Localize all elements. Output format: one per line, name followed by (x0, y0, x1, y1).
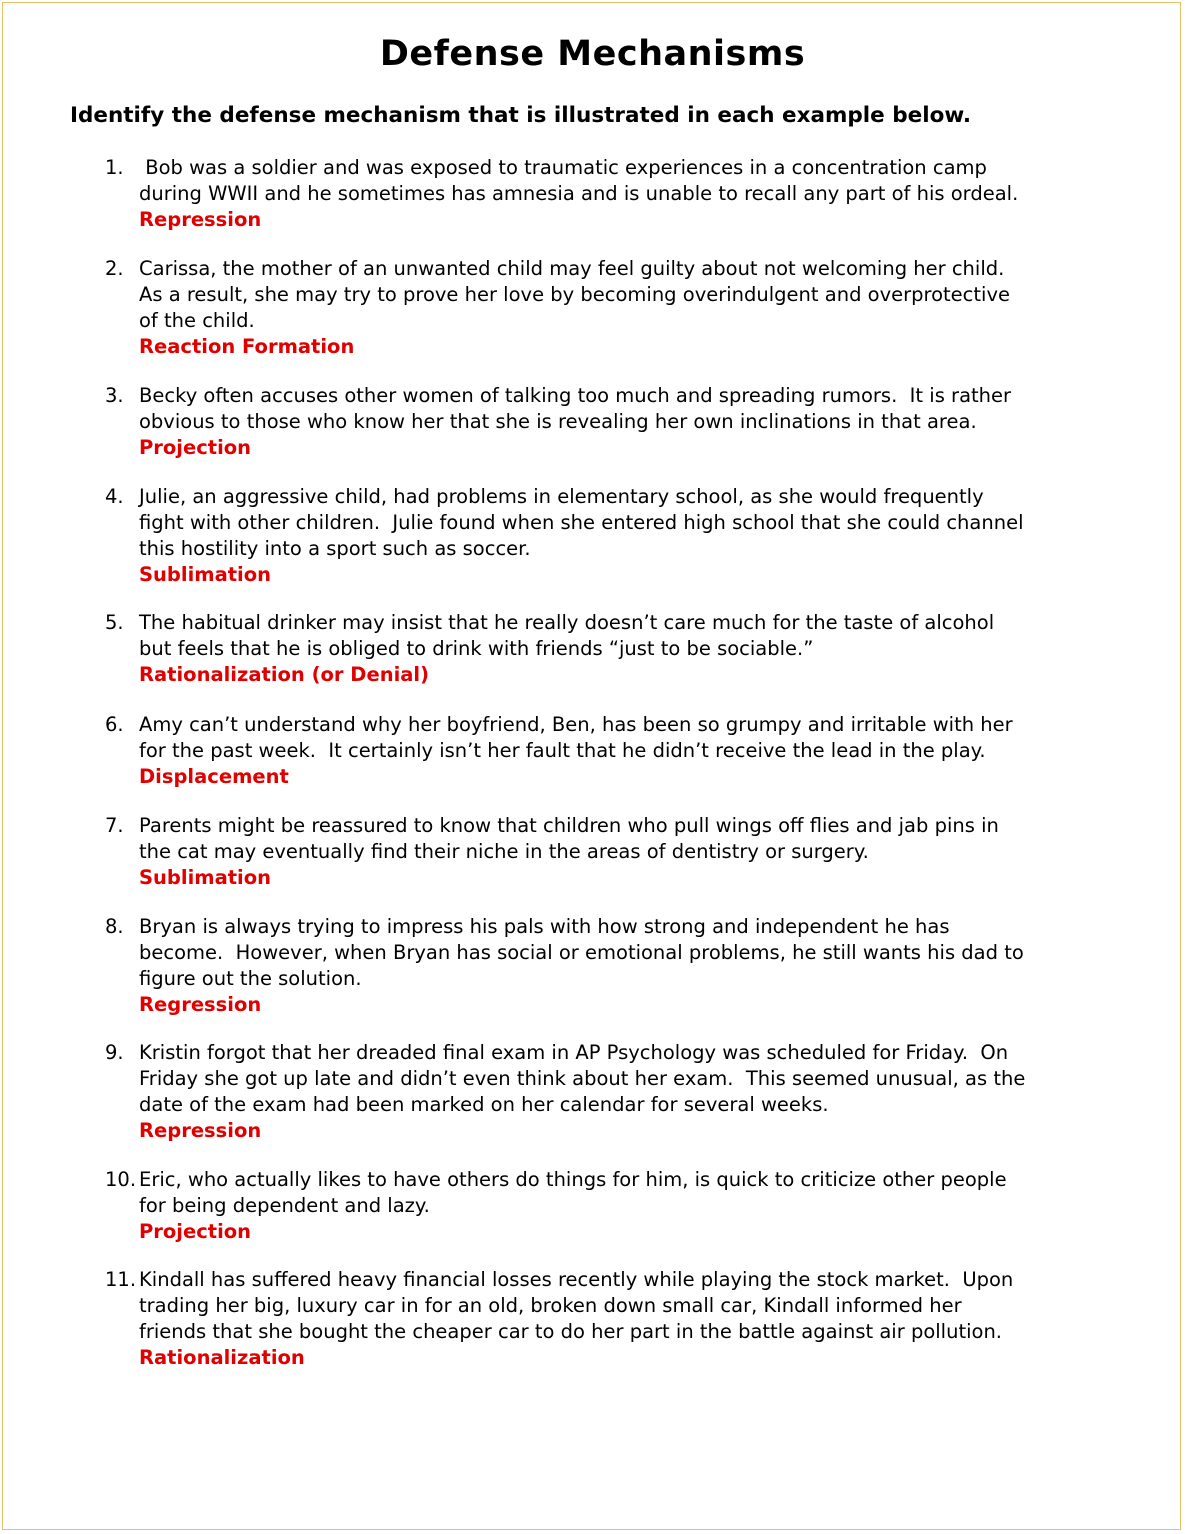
item-answer: Rationalization (139, 1346, 305, 1369)
item-number: 8. (105, 915, 124, 938)
item-answer: Displacement (139, 765, 289, 788)
item-number: 5. (105, 611, 124, 634)
item-text: Eric, who actually likes to have others do things for him, is quick to criticize other people for being dependent and lazy. (139, 1168, 1007, 1217)
item-text: Kristin forgot that her dreaded final exam in AP Psychology was scheduled for Friday. On Friday she got up late and didn’t even think about her exam. This seemed unusual, as the date of the exam had been marked on her calendar for several weeks. (139, 1041, 1026, 1116)
list-item (105, 610, 1135, 688)
list-item (105, 155, 1135, 233)
item-answer: Projection (139, 436, 252, 459)
list-item (105, 1267, 1135, 1371)
instructions: Identify the defense mechanism that is illustrated in each example below. (70, 103, 971, 128)
item-text: Kindall has suffered heavy financial losses recently while playing the stock market. Upon trading her big, luxury car in for an old, broken down small car, Kindall informed her friends that she bought the cheaper car to do her part in the battle against air pollution. (139, 1268, 1014, 1343)
item-text: Amy can’t understand why her boyfriend, Ben, has been so grumpy and irritable with her for the past week. It certainly isn’t her fault that he didn’t receive the lead in the play. (139, 713, 1013, 762)
list-item (105, 256, 1135, 360)
item-text: Parents might be reassured to know that children who pull wings off flies and jab pins in the cat may eventually find their niche in the areas of dentistry or surgery. (139, 814, 999, 863)
list-item (105, 813, 1135, 891)
list-item (105, 712, 1135, 790)
item-text: Bob was a soldier and was exposed to traumatic experiences in a concentration camp during WWII and he sometimes has amnesia and is unable to recall any part of his ordeal. (139, 156, 1019, 205)
item-answer: Regression (139, 993, 262, 1016)
item-text: Carissa, the mother of an unwanted child may feel guilty about not welcoming her child. As a result, she may try to prove her love by becoming overindulgent and overprotective of the child. (139, 257, 1010, 332)
item-number: 3. (105, 384, 124, 407)
item-answer: Reaction Formation (139, 335, 355, 358)
item-text: Bryan is always trying to impress his pals with how strong and independent he has become. However, when Bryan has social or emotional problems, he still wants his dad to figure out the solution. (139, 915, 1024, 990)
list-item (105, 383, 1135, 461)
page-title: Defense Mechanisms (379, 34, 806, 74)
item-number: 10. (105, 1168, 137, 1191)
item-number: 4. (105, 485, 124, 508)
item-number: 6. (105, 713, 124, 736)
item-answer: Repression (139, 208, 262, 231)
item-text: Becky often accuses other women of talking too much and spreading rumors. It is rather obvious to those who know her that she is revealing her own inclinations in that area. (139, 384, 1012, 433)
item-answer: Sublimation (139, 866, 272, 889)
item-text: The habitual drinker may insist that he really doesn’t care much for the taste of alcohol but feels that he is obliged to drink with friends “just to be sociable.” (139, 611, 995, 660)
item-answer: Projection (139, 1220, 252, 1243)
item-answer: Repression (139, 1119, 262, 1142)
list-item (105, 1040, 1135, 1144)
list-item (105, 914, 1135, 1018)
item-text: Julie, an aggressive child, had problems in elementary school, as she would frequently fight with other children. Julie found when she entered high school that she could channel this hostility into a sport such as soccer. (139, 485, 1024, 560)
item-number: 11. (105, 1268, 137, 1291)
item-number: 7. (105, 814, 124, 837)
item-answer: Rationalization (or Denial) (139, 663, 430, 686)
item-number: 2. (105, 257, 124, 280)
item-answer: Sublimation (139, 563, 272, 586)
list-item (105, 484, 1135, 588)
item-number: 1. (105, 156, 124, 179)
item-number: 9. (105, 1041, 124, 1064)
list-item (105, 1167, 1135, 1245)
